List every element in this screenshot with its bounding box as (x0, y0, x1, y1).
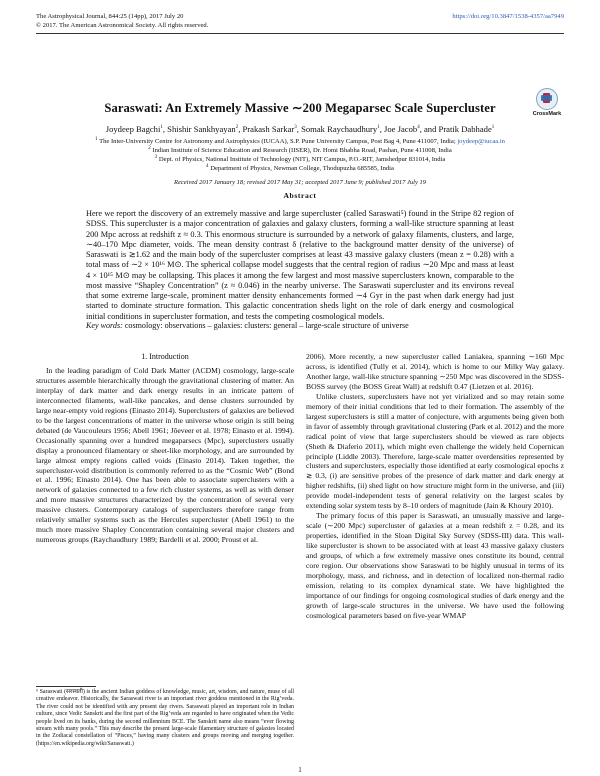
page-number: 1 (298, 766, 302, 774)
column-left (36, 366, 294, 545)
keywords (86, 321, 514, 330)
crossmark-label: CrossMark (532, 111, 562, 117)
author-list: Joydeep Bagchi$^1$, Shishir Sankhyayan$^2$, Prakash Sarkar$^3$, Somak Raychaudhury$^1$, Joe Jacob$^4$, and Pratik Dabhade$^1$ (105, 124, 495, 134)
affiliation: $^4$ Department of Physics, Newman College, Thodupuzha 685585, India (206, 164, 394, 173)
copyright-notice: © 2017. The American Astronomical Society. All rights reserved. (36, 22, 209, 29)
affiliation: $^2$ Indian Institute of Science Education and Research (IISER), Dr. Homi Bhabha Road, Pashan, Pune 411008, India (148, 146, 452, 155)
keywords-label: Key words: (86, 321, 123, 330)
author: Somak Raychaudhury (301, 124, 378, 134)
footnote: ⁵ Saraswati (सरस्वती) is the ancient Indian goddess of knowledge, music, art, wisdom, and nature, muse of all creative endeavor. Historically, the Saraswati river is an important river goddess mentioned in the Rig’veda. The river could not be identified with any present day rivers. Saraswati played an important role in Indian culture, since Vedic Sanskrit and the first part of the Rig’veda are regarded to have originated when the Vedic people lived on its banks, during the second millennium BCE. The Sanskrit name also means “ever flowing stream with many pools.” This may describe the present large-scale filamentary structure of galaxies located in the Zodiacal constellation of “Pisces,” having many clusters and groups moving and merging together. (https://en.wikipedia.org/wiki/Saraswati.) (36, 689, 294, 747)
doi-link[interactable]: https://doi.org/10.3847/1538-4357/aa7949 (452, 13, 564, 20)
abstract-text: Here we report the discovery of an extremely massive and large supercluster (called Saraswati⁵) found in the Stripe 82 region of SDSS. This supercluster is a major concentration of galaxies and galaxy clusters, forming a wall-like structure spanning at least 200 Mpc across at redshift z ≈ 0.3. This enormous structure is surrounded by a network of galaxy filaments, clusters, and large, ∼40–170 Mpc diameter, voids. The mean density contrast δ (relative to the background matter density of the universe) of Saraswati is ≳1.62 and the main body of the supercluster comprises at least 43 massive galaxy clusters (mean z = 0.28) with a total mass of ∼2 × 10¹⁶ M⊙. The spherical collapse model suggests that the central region of radius ∼20 Mpc and mass at least 4 × 10¹⁵ M⊙ may be collapsing. This places it among the few largest and most massive superclusters known, comparable to the most massive “Shapley Concentration” (z ≈ 0.046) in the nearby universe. The Saraswati supercluster and its environs reveal that some extreme large-scale, prominent matter density enhancements formed ∼4 Gyr in the past when dark energy had just started to dominate structure formation. This galactic concentration sheds light on the role of dark energy and cosmological initial conditions in supercluster formation, and tests the competing cosmological models. (86, 209, 514, 321)
abstract (86, 209, 514, 322)
author: Joydeep Bagchi (105, 124, 161, 134)
paragraph: Unlike clusters, superclusters have not yet virialized and so may retain some memory of their initial conditions that led to their formation. The assembly of the largest superclusters is still a matter of conjecture, with arguments being given both in favor of assembly through gravitational clustering (Park et al. 2012) and the more radical point of view that large superclusters should be viewed as rare objects (Sheth & Diaferio 2011), which might even challenge the widely held Copernican principle (Liddle 2003). Therefore, large-scale matter overdensities represented by clusters and superclusters, especially those identified at early cosmological epochs z ≳ 0.3, (i) are sensitive probes of the presence of dark matter and dark energy at higher redshifts, (ii) shed light on how structure might form in the universe, and (iii) provide model-independent tests of general relativity on the largest scales by extending solar system tests by 8–10 orders of magnitude (Jain & Khoury 2010). (306, 391, 564, 511)
keywords-text: cosmology: observations – galaxies: clusters: general – large-scale structure of universe (124, 321, 409, 330)
abstract-heading: Abstract (283, 191, 317, 200)
affiliation: $^3$ Dept. of Physics, National Institute of Technology (NIT), NIT Campus, P.O.-RIT, Jamshedpur 831014, India (154, 155, 446, 164)
author: Prakash Sarkar (242, 124, 295, 134)
paragraph: The primary focus of this paper is Saraswati, an unusually massive and large-scale (∼200 Mpc) supercluster of galaxies at a mean redshift z = 0.28, and its properties, identified in the Sloan Digital Sky Survey (SDSS-III) data. This wall-like supercluster is shown to be associated with at least 43 massive galaxy clusters and groups, of which a few extremely massive ones constitute its bound, central core region. Our observations show Saraswati to be highly unusual in terms of its morphology, mass, and richness, and in detection of localized non-thermal radio emission, relating to its complex dynamical state. We have highlighted the importance of our findings for ongoing cosmological studies of dark energy and the growth of large-scale structures in the universe. We have used the following cosmological parameters based on five-year WMAP (306, 511, 564, 620)
header-rule (36, 33, 564, 34)
paragraph: In the leading paradigm of Cold Dark Matter (ΛCDM) cosmology, large-scale structures assemble hierarchically through the gravitational clustering of matter. An interplay of dark matter and dark energy results in an intricate pattern of interconnected filaments, wall-like pancakes, and dense clusters surrounded by large near-empty void regions (Einasto 2014). Superclusters of galaxies are believed to be the largest concentrations of matter in the universe whose origin is still being debated (de Vaucouleurs 1956; Abell 1961; Jõeveer et al. 1978; Einasto et al. 1994). Occasionally spanning over a hundred megaparsecs (Mpc), superclusters usually display a pronounced filamentary or sheet-like morphology, and are surrounded by large almost empty regions called voids (Einasto 2014). Taken together, the supercluster-void distribution is commonly referred to as the “Cosmic Web” (Bond et al. 1996; Einasto 2014). One has been able to associate superclusters with a network of galaxies connected to a few rich cluster systems, as well as with denser and more massive structures characterized by the concentration of several very massive clusters. Contemporary catalogs of superclusters therefore range from relatively smaller systems such as the Hercules supercluster (Abell 1961) to the much more massive Shapley Concentration containing several major clusters and numerous groups (Raychaudhury 1989; Bardelli et al. 2000; Proust et al. (36, 366, 294, 545)
column-right (306, 352, 564, 621)
email-link[interactable]: joydeep@iucaa.in (457, 138, 505, 146)
paragraph: 2006). More recently, a new supercluster called Laniakea, spanning ∼160 Mpc across, is identified (Tully et al. 2014), which is home to our Milky Way galaxy. Another large, wall-like structure spanning ∼250 Mpc was discovered in the SDSS-BOSS survey (the BOSS Great Wall) at redshift 0.47 (Lietzen et al. 2016). (306, 352, 564, 391)
section-heading: 1. Introduction (141, 352, 189, 361)
author: and Pratik Dabhade (423, 124, 492, 134)
affiliation: $^1$ The Inter-University Centre for Astronomy and Astrophysics (IUCAA), S.P. Pune University Campus, Post Bag 4, Pune 411007, India; joydeep@iucaa.in (95, 137, 505, 146)
author: Shishir Sankhyayan (167, 124, 236, 134)
paper-title: Saraswati: An Extremely Massive ∼200 Megaparsec Scale Supercluster (104, 101, 496, 115)
journal-citation: The Astrophysical Journal, 844:25 (14pp), 2017 July 20 (36, 13, 184, 20)
author: Joe Jacob (384, 124, 418, 134)
footnote-rule (36, 686, 96, 687)
publication-dates: Received 2017 January 18; revised 2017 May 31; accepted 2017 June 9; published 2017 July 19 (174, 179, 426, 186)
